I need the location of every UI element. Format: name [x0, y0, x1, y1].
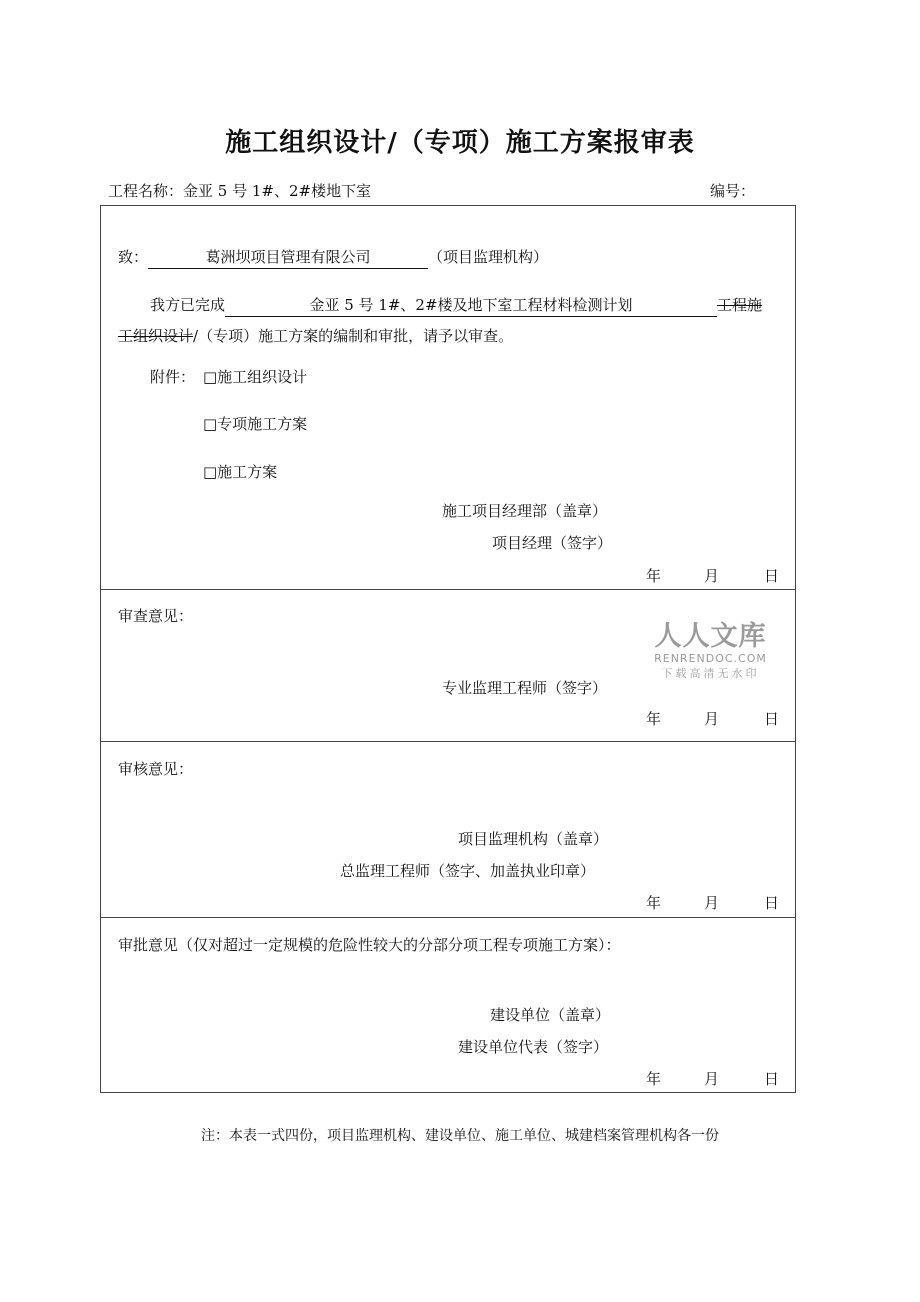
attachment-checkbox-org-design[interactable]: □施工组织设计: [203, 368, 308, 386]
watermark-subtitle: 下载高清无水印: [661, 667, 760, 680]
project-name-field: 工程名称：金亚 5 号 1#、2#楼地下室: [108, 182, 372, 200]
watermark-title: 人人文库: [654, 621, 767, 652]
date-year: 年: [646, 567, 662, 585]
date-day: 日: [764, 567, 780, 585]
review-opinion-label: 审查意见：: [118, 607, 194, 625]
addressee-label: 致：: [118, 248, 149, 266]
date-year: 年: [646, 1070, 662, 1088]
date-year: 年: [646, 710, 662, 728]
body-prefix: 我方已完成: [150, 296, 226, 314]
addressee-org: 葛洲坝项目管理有限公司: [148, 246, 428, 269]
date-month: 月: [704, 894, 720, 912]
audit-opinion-label: 审核意见：: [118, 760, 194, 778]
date-month: 月: [704, 710, 720, 728]
date-day: 日: [764, 710, 780, 728]
signature-supervision-stamp: 项目监理机构（盖章）: [458, 830, 609, 848]
date-year: 年: [646, 894, 662, 912]
body-line-1: [150, 294, 762, 317]
date-row: [0, 892, 920, 912]
signature-engineer: 专业监理工程师（签字）: [442, 679, 608, 697]
serial-number-field: 编号：: [710, 182, 756, 200]
body-strikethrough-2: 工组织设计: [118, 327, 194, 345]
watermark-logo: [648, 622, 773, 681]
date-day: 日: [764, 1070, 780, 1088]
date-month: 月: [704, 567, 720, 585]
watermark-url: RENRENDOC.COM: [654, 652, 767, 665]
signature-chief-engineer: 总监理工程师（签字、加盖执业印章）: [340, 862, 596, 880]
footer-note: 注：本表一式四份，项目监理机构、建设单位、施工单位、城建档案管理机构各一份: [201, 1128, 719, 1144]
signature-pm: 项目经理（签字）: [492, 534, 613, 552]
signature-owner-rep: 建设单位代表（签字）: [458, 1038, 609, 1056]
body-line-2: [118, 325, 513, 346]
attachment-label: 附件：: [150, 368, 196, 386]
date-row: [0, 1068, 920, 1088]
approval-opinion-label: 审批意见（仅对超过一定规模的危险性较大的分部分项工程专项施工方案）：: [118, 936, 621, 954]
signature-owner-stamp: 建设单位（盖章）: [490, 1006, 611, 1024]
section-divider: [101, 589, 795, 590]
section-divider: [101, 741, 795, 742]
signature-dept-stamp: 施工项目经理部（盖章）: [442, 502, 608, 520]
attachment-checkbox-special-plan[interactable]: □专项施工方案: [203, 415, 308, 433]
date-row: [0, 708, 920, 728]
section-divider: [101, 917, 795, 918]
addressee-row: [118, 246, 548, 269]
body-strikethrough-1: 工程施: [717, 296, 763, 314]
date-day: 日: [764, 894, 780, 912]
attachment-checkbox-construction-plan[interactable]: □施工方案: [203, 463, 278, 481]
date-month: 月: [704, 1070, 720, 1088]
body-project-name: 金亚 5 号 1#、2#楼及地下室工程材料检测计划: [225, 294, 717, 317]
addressee-suffix: （项目监理机构）: [428, 248, 549, 266]
page-title: 施工组织设计/（专项）施工方案报审表: [225, 128, 695, 158]
body-rest: /（专项）施工方案的编制和审批，请予以审查。: [193, 327, 514, 345]
date-row: [0, 565, 920, 585]
